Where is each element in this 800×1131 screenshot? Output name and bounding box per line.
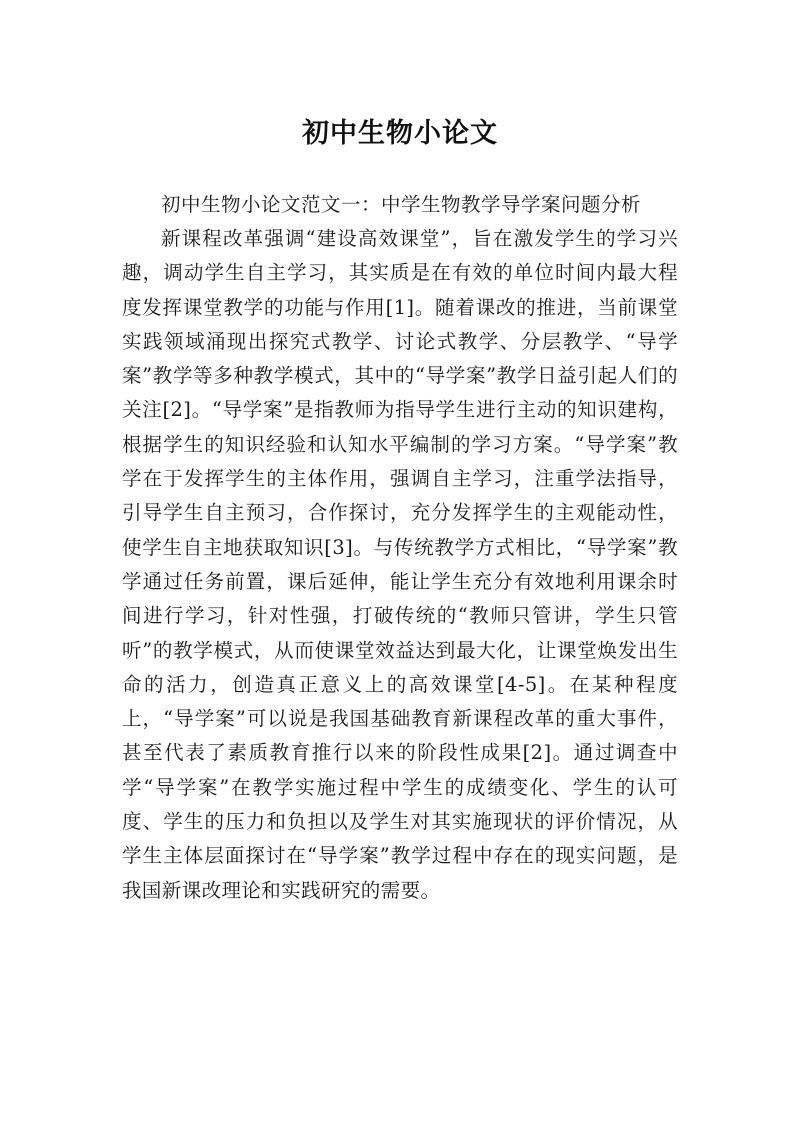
document-body (122, 188, 678, 908)
body-paragraph: 新课程改革强调“建设高效课堂”，旨在激发学生的学习兴趣，调动学生自主学习，其实质是在有效的单位时间内最大程度发挥课堂教学的功能与作用[1]。随着课改的推进，当前课堂实践领域涌现出探究式教学、讨论式教学、分层教学、“导学案”教学等多种教学模式，其中的“导学案”教学日益引起人们的关注[2]。“导学案”是指教师为指导学生进行主动的知识建构，根据学生的知识经验和认知水平编制的学习方案。“导学案”教学在于发挥学生的主体作用，强调自主学习，注重学法指导，引导学生自主预习，合作探讨，充分发挥学生的主观能动性，使学生自主地获取知识[3]。与传统教学方式相比，“导学案”教学通过任务前置，课后延伸，能让学生充分有效地利用课余时间进行学习，针对性强，打破传统的“教师只管讲，学生只管听”的教学模式，从而使课堂效益达到最大化，让课堂焕发出生命的活力，创造真正意义上的高效课堂[4-5]。在某种程度上，“导学案”可以说是我国基础教育新课程改革的重大事件，甚至代表了素质教育推行以来的阶段性成果[2]。通过调查中学“导学案”在教学实施过程中学生的成绩变化、学生的认可度、学生的压力和负担以及学生对其实施现状的评价情况，从学生主体层面探讨在“导学案”教学过程中存在的现实问题，是我国新课改理论和实践研究的需要。 (122, 227, 678, 902)
section-subheading: 初中生物小论文范文一：中学生物教学导学案问题分析 (161, 193, 642, 216)
page-title: 初中生物小论文 (302, 118, 498, 150)
